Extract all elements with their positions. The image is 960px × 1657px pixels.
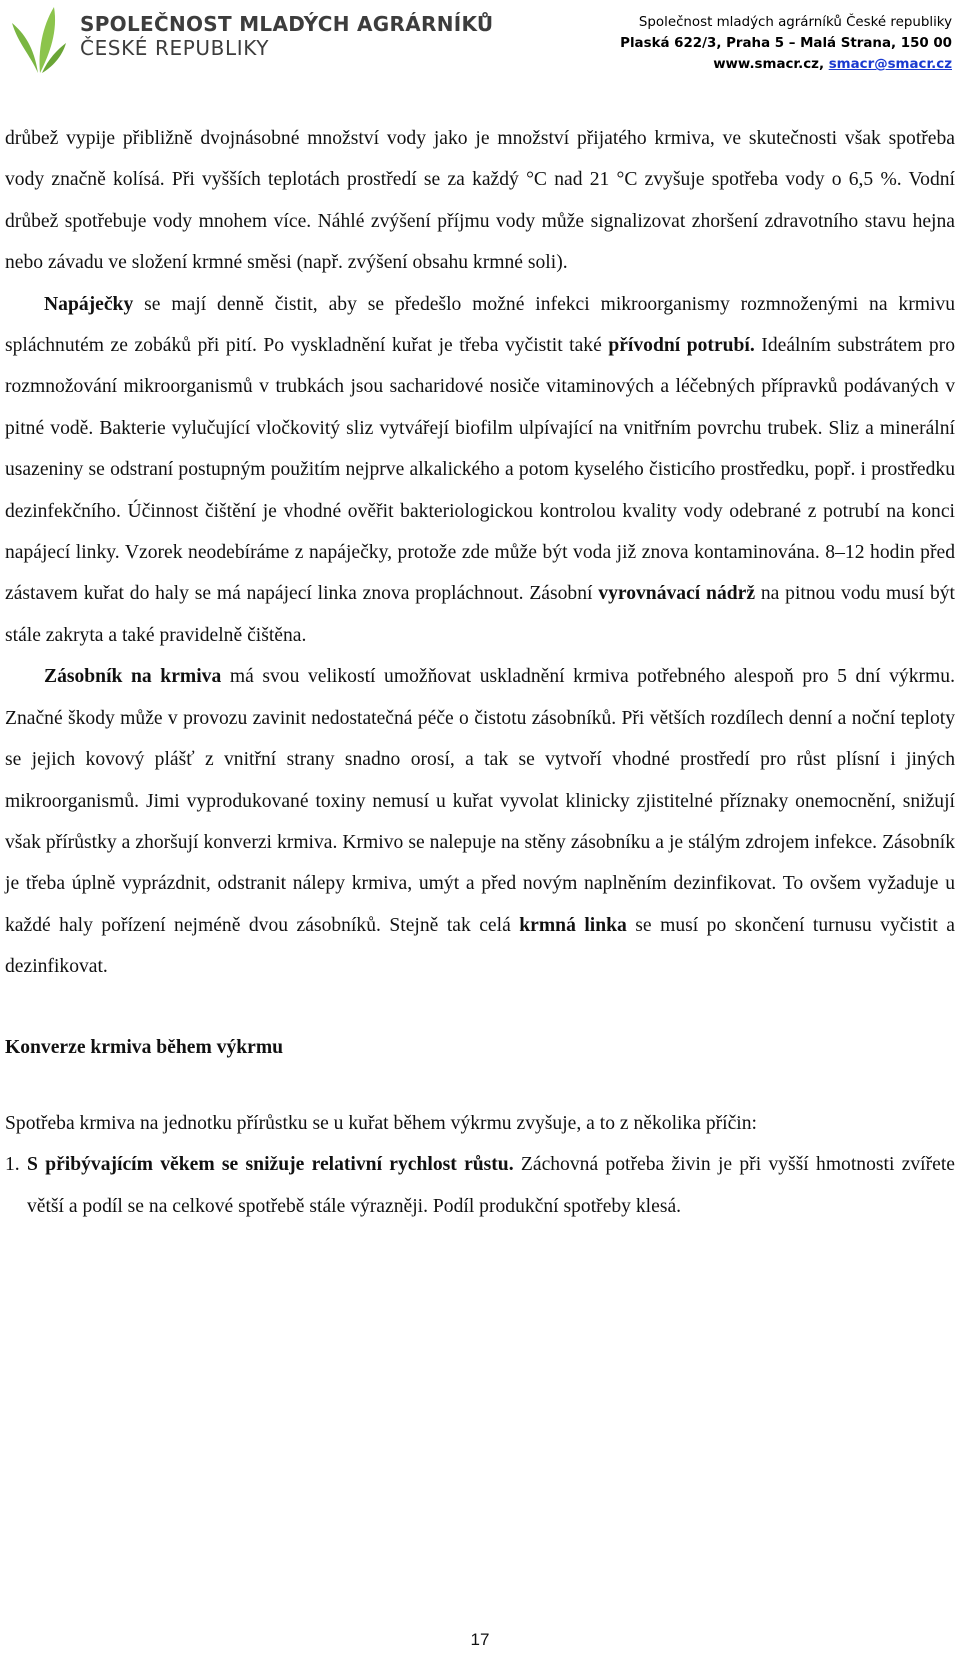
org-name-line2: ČESKÉ REPUBLIKY [80,36,270,60]
term-privodni-potrubi: přívodní potrubí. [608,335,755,357]
term-zasobnik-na-krmiva: Zásobník na krmiva [44,666,222,688]
document-body [5,118,955,1227]
web-link[interactable]: www.smacr.cz, [713,57,829,72]
email-link[interactable]: smacr@smacr.cz [828,57,952,72]
list-item [5,1144,955,1227]
paragraph-text: se musí po skončení turnusu vyčistit a dezinfikovat. [5,914,955,978]
contact-address: Plaská 622/3, Praha 5 – Malá Strana, 150 00 [620,36,952,51]
term-napajecky: Napáječky [44,293,134,315]
paragraph-text: se mají denně čistit, aby se předešlo možné infekci mikroorganismy rozmnoženými na krmivu spláchnutém ze zobáků při pití. Po vyskladnění kuřat je třeba vyčistit také [5,293,955,357]
paragraph-text: Ideálním substrátem pro rozmnožování mikroorganismů v trubkách jsou sacharidové nosiče vitaminových a léčebných přípravků podávaných v pitné vodě. Bakterie vylučující vločkovitý sliz vytvářejí biofilm ulpívající na vnitřním povrchu trubek. Sliz a minerální usazeniny se odstraní postupným použitím nejprve alkalického a potom kyselého čisticího prostředku, popř. i prostředku dezinfekčního. Účinnost čištění je vhodné ověřit bakteriologickou kontrolou kvality vody odebrané z potrubí na konci napájecí linky. Vzorek neodebíráme z napáječky, protože zde může být voda již znova kontaminována. 8–12 hodin před zástavem kuřat do haly se má napájecí linka znova propláchnout. Zásobní [5,335,955,605]
list-item-text [27,1144,955,1227]
paragraph-feed-conversion: Spotřeba krmiva na jednotku přírůstku se u kuřat během výkrmu zvyšuje, a to z několika příčin: [5,1112,757,1134]
paragraph-drinkers [5,284,955,657]
organization-logo-text [80,12,493,60]
list-item-body: Záchovná potřeba živin je při vyšší hmotnosti zvířete větší a podíl se na celkové spotřebě stále výrazněji. Podíl produkční spotřeby klesá. [27,1154,955,1217]
page-number: 17 [470,1630,490,1649]
paragraph-water-consumption: drůbež vypije přibližně dvojnásobné množství vody jako je množství přijatého krmiva, ve skutečnosti však spotřeba vody značně kolísá. Při vyšších teplotách prostředí se za každý °C nad 21 °C zvyšuje spotřeba vody o 6,5 %. Vodní drůbež spotřebuje vody mnohem více. Náhlé zvýšení příjmu vody může signalizovat zhoršení zdravotního stavu hejna nebo závadu ve složení krmné směsi (např. zvýšení obsahu krmné soli). [5,128,955,274]
contact-name: Společnost mladých agrárníků České republiky [638,15,952,30]
term-vyrovnavaci-nadrz: vyrovnávací nádrž [598,583,756,605]
paragraph-text: má svou velikostí umožňovat uskladnění krmiva potřebného alespoň pro 5 dní výkrmu. Značné škody může v provozu zavinit nedostatečná péče o čistotu zásobníků. Při větších rozdílech denní a noční teploty se jejich kovový plášť z vnitřní strany snadno orosí, a tak se vytvoří vhodné prostředí pro růst plísní i jiných mikroorganismů. Jimi vyprodukované toxiny nemusí u kuřat vyvolat klinicky zjistitelné příznaky onemocnění, snižují však přírůstky a zhoršují konverzi krmiva. Krmivo se nalepuje na stěny zásobníku a je stálým zdrojem infekce. Zásobník je třeba úplně vyprázdnit, odstranit nálepy krmiva, umýt a před novým naplněním dezinfikovat. To ovšem vyžaduje u každé haly pořízení nejméně dvou zásobníků. Stejně tak celá [5,666,955,936]
term-krmna-linka: krmná linka [519,914,627,936]
page-header [0,0,960,80]
wheat-logo-icon [8,3,68,75]
list-item-lead: S přibývajícím věkem se snižuje relativní rychlost růstu. [27,1154,514,1176]
paragraph-feed-silo [5,656,955,987]
contact-links [572,54,952,75]
section-heading: Konverze krmiva během výkrmu [5,1036,284,1058]
list-number: 1. [5,1154,20,1176]
paragraph-text: na pitnou vodu musí být stále zakryta a také pravidelně čištěna. [5,583,955,646]
contact-block [572,12,952,75]
org-name-line1: SPOLEČNOST MLADÝCH AGRÁRNÍKŮ [80,12,494,36]
